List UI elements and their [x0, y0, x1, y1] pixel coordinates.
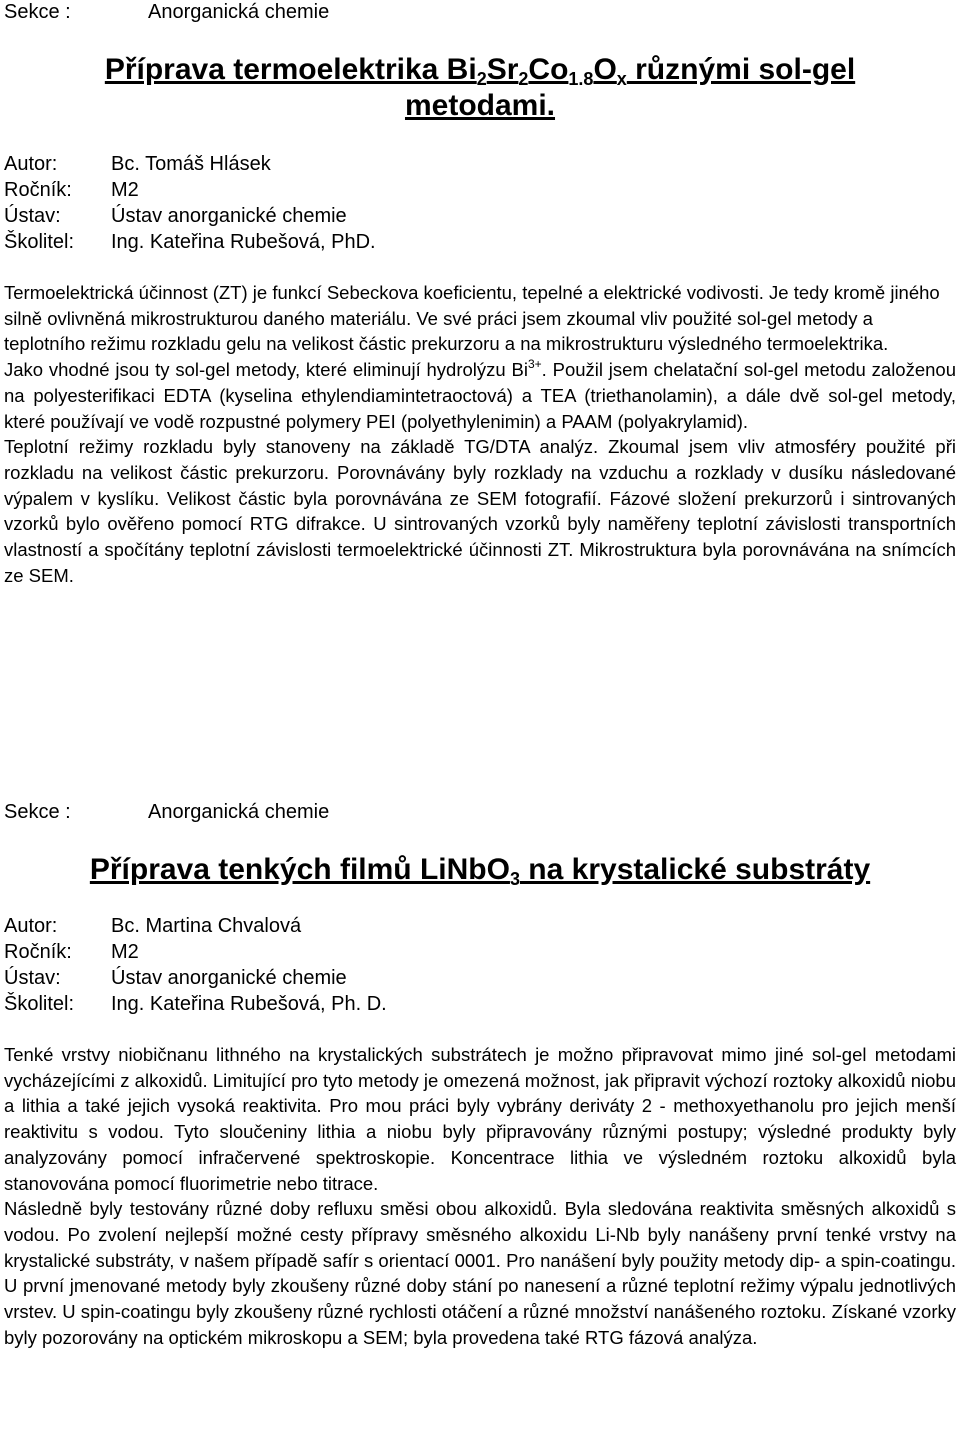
abstract-paragraph: Termoelektrická účinnost (ZT) je funkcí Sebeckova koeficientu, tepelné a elektrické vodivosti. Je tedy kromě jiného silně ovlivněná mikrostrukturou daného materiálu. Ve své práci jsem zkoumal vliv použité sol-gel metody a teplotního režimu rozkladu gelu na velikost částic prekurzoru a na mikrostrukturu výsledného termoelektrika.	[4, 282, 940, 355]
meta-row-author: Autor: Bc. Martina Chvalová	[4, 915, 302, 937]
section-value: Anorganická chemie	[148, 801, 330, 823]
section-value: Anorganická chemie	[148, 1, 330, 23]
meta-row-institute: Ústav: Ústav anorganické chemie	[4, 967, 347, 989]
article-title: Příprava termoelektrika $Bi_2Sr_2Co_{1.8}O_x$ různými sol-gel metodami.	[104, 53, 856, 122]
meta-row-year: Ročník: M2	[4, 179, 139, 201]
meta-row-author: Autor: Bc. Tomáš Hlásek	[4, 153, 271, 175]
meta-row-supervisor: Školitel: Ing. Kateřina Rubešová, PhD.	[4, 231, 376, 253]
section-label: Sekce :	[4, 1, 71, 23]
article-title: Příprava tenkých filmů LiNbO$_3$ na krystalické substráty	[89, 853, 871, 889]
abstract-paragraph: Následně byly testovány různé doby refluxu směsi obou alkoxidů. Byla sledována reaktivita směsných alkoxidů s vodou. Po zvolení nejlepší možné cesty přípravy směsného alkoxidu Li-Nb byly nanášeny první tenké vrstvy na krystalické substráty, v našem případě safír s orientací 0001. Pro nanášení byly použity metody dip- a spin-coatingu. U první jmenované metody byly zkoušeny různé doby stání po nanesení a různé teplotní režimy výpalu jednotlivých vrstev. U spin-coatingu byly zkoušeny různé rychlosti otáčení a různé množství nanášeného roztoku. Získané vzorky byly pozorovány na optickém mikroskopu a SEM; byla provedena také RTG fázová analýza.	[4, 1198, 956, 1348]
meta-row-supervisor: Školitel: Ing. Kateřina Rubešová, Ph. D.	[4, 993, 387, 1015]
section-line	[4, 0, 329, 24]
section-label: Sekce :	[4, 801, 71, 823]
section-line	[4, 800, 329, 824]
abstract-paragraph: Jako vhodné jsou ty sol-gel metody, které eliminují hydrolýzu $Bi^{3+}$. Použil jsem chelatační sol-gel metodu založenou na polyesterifikaci EDTA (kyselina ethylendiamintetraoctová) a TEA (triethanolamin), a dále dvě sol-gel metody, které používají ve vodě rozpustné polymery PEI (polyethylenimin) a PAAM (polyakrylamid).	[4, 357, 956, 432]
author-info	[4, 913, 387, 1017]
abstract-paragraph: Tenké vrstvy niobičnanu lithného na krystalických substrátech je možno připravovat mimo jiné sol-gel metodami vycházejícími z alkoxidů. Limitující pro tyto metody je omezená možnost, jak připravit výchozí roztoky alkoxidů niobu a lithia a také jejich vysoká reaktivita. Pro mou práci byly vybrány deriváty 2 - methoxyethanolu pro jejich menší reaktivitu s vodou. Tyto sloučeniny lithia a niobu byly připravovány různými postupy; výsledné produkty byly analyzovány pomocí infračervené spektroskopie. Koncentrace lithia ve výsledném roztoku alkoxidů byla stanovována pomocí fluorimetrie nebo titrace.	[4, 1044, 956, 1194]
author-info	[4, 151, 376, 255]
abstract-paragraph: Teplotní režimy rozkladu byly stanoveny na základě TG/DTA analýz. Zkoumal jsem vliv atmosféry použité při rozkladu na velikost částic prekurzoru. Porovnávány byly rozklady na vzduchu a rozklady v dusíku následované výpalem v kyslíku. Velikost částic byla porovnávána ze SEM fotografií. Fázové složení prekurzorů i sintrovaných vzorků bylo ověřeno pomocí RTG difrakce. U sintrovaných vzorků byly naměřeny teplotní závislosti transportních vlastností a spočítány teplotní závislosti termoelektrické účinnosti ZT. Mikrostruktura byla porovnávána na snímcích ze SEM.	[4, 436, 956, 586]
abstract	[4, 1042, 956, 1350]
meta-row-institute: Ústav: Ústav anorganické chemie	[4, 205, 347, 227]
abstract	[4, 280, 956, 588]
meta-row-year: Ročník: M2	[4, 941, 139, 963]
